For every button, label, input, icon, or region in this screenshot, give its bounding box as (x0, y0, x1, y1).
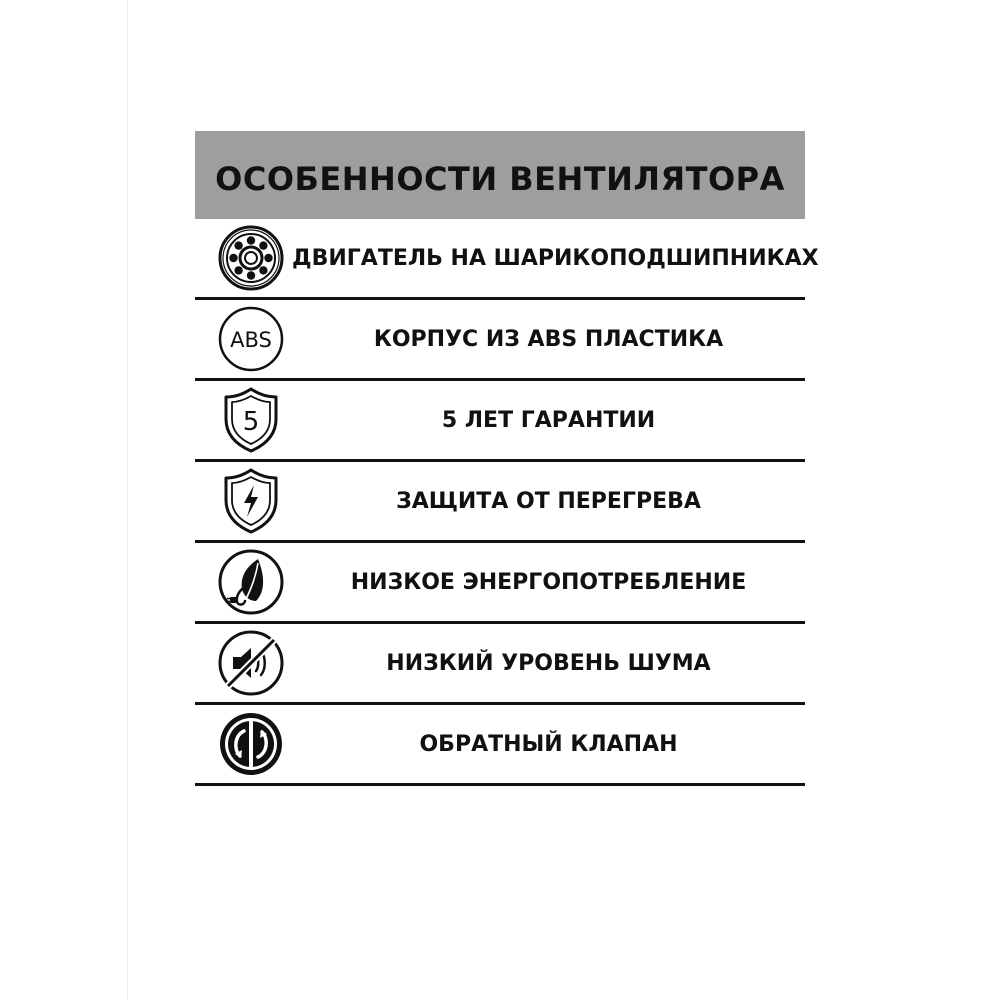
feature-row-check-valve (195, 705, 805, 786)
shield-lightning-icon (216, 466, 286, 536)
feature-row-ball-bearing (195, 219, 819, 300)
feature-row-low-power (195, 543, 805, 624)
feature-label: ДВИГАТЕЛЬ НА ШАРИКОПОДШИПНИКАХ (292, 245, 819, 271)
svg-text:ABS: ABS (230, 328, 272, 352)
page-title: ОСОБЕННОСТИ ВЕНТИЛЯТОРА (215, 160, 785, 198)
feature-row-abs (195, 300, 805, 381)
leaf-plug-icon (216, 547, 286, 617)
feature-row-warranty (195, 381, 805, 462)
abs-icon (216, 304, 286, 374)
muted-speaker-icon (216, 628, 286, 698)
feature-label: ЗАЩИТА ОТ ПЕРЕГРЕВА (396, 488, 701, 514)
feature-label: 5 ЛЕТ ГАРАНТИИ (441, 407, 656, 433)
feature-row-low-noise (195, 624, 805, 705)
feature-label: КОРПУС ИЗ ABS ПЛАСТИКА (373, 326, 724, 352)
svg-text:5: 5 (242, 407, 260, 437)
header-bar (195, 131, 805, 219)
feature-label: ОБРАТНЫЙ КЛАПАН (419, 731, 678, 757)
shield-5-icon (216, 385, 286, 455)
page-edge-line (127, 0, 128, 1000)
feature-label: НИЗКИЙ УРОВЕНЬ ШУМА (386, 650, 711, 676)
features-panel (195, 131, 819, 786)
feature-label: НИЗКОЕ ЭНЕРГОПОТРЕБЛЕНИЕ (350, 569, 747, 595)
ball-bearing-icon (216, 223, 286, 293)
check-valve-icon (216, 709, 286, 779)
feature-row-overheat (195, 462, 805, 543)
